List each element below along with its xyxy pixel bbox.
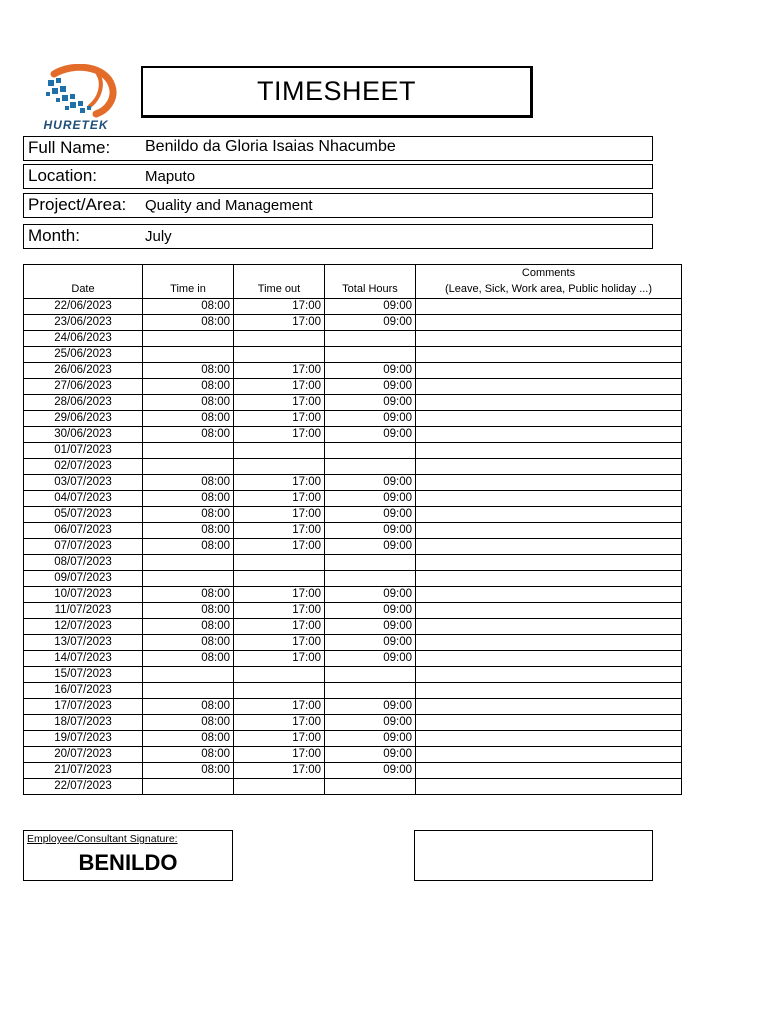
table-row	[24, 699, 682, 715]
time-out-cell: 17:00	[234, 619, 325, 635]
time-in-cell	[143, 331, 234, 347]
date-cell: 11/07/2023	[24, 603, 143, 619]
total-hours-cell: 09:00	[325, 379, 416, 395]
info-row-month	[23, 224, 653, 249]
table-row	[24, 507, 682, 523]
date-cell: 06/07/2023	[24, 523, 143, 539]
location-label: Location:	[28, 166, 97, 185]
comment-cell	[416, 299, 682, 315]
total-hours-cell: 09:00	[325, 475, 416, 491]
table-row	[24, 491, 682, 507]
time-out-cell: 17:00	[234, 299, 325, 315]
comment-cell	[416, 523, 682, 539]
time-out-cell: 17:00	[234, 747, 325, 763]
time-in-cell: 08:00	[143, 379, 234, 395]
header-date: Date	[24, 265, 143, 299]
comment-cell	[416, 491, 682, 507]
date-cell: 22/07/2023	[24, 779, 143, 795]
date-cell: 01/07/2023	[24, 443, 143, 459]
total-hours-cell: 09:00	[325, 747, 416, 763]
date-cell: 20/07/2023	[24, 747, 143, 763]
comment-cell	[416, 779, 682, 795]
time-in-cell: 08:00	[143, 619, 234, 635]
time-in-cell: 08:00	[143, 475, 234, 491]
total-hours-cell	[325, 571, 416, 587]
date-cell: 23/06/2023	[24, 315, 143, 331]
time-out-cell: 17:00	[234, 539, 325, 555]
table-row	[24, 779, 682, 795]
comment-cell	[416, 587, 682, 603]
total-hours-cell	[325, 683, 416, 699]
table-row	[24, 299, 682, 315]
time-in-cell: 08:00	[143, 395, 234, 411]
date-cell: 03/07/2023	[24, 475, 143, 491]
time-in-cell: 08:00	[143, 315, 234, 331]
date-cell: 21/07/2023	[24, 763, 143, 779]
time-out-cell: 17:00	[234, 587, 325, 603]
date-cell: 26/06/2023	[24, 363, 143, 379]
table-row	[24, 459, 682, 475]
table-row	[24, 619, 682, 635]
date-cell: 05/07/2023	[24, 507, 143, 523]
total-hours-cell: 09:00	[325, 587, 416, 603]
time-in-cell: 08:00	[143, 411, 234, 427]
date-cell: 22/06/2023	[24, 299, 143, 315]
comment-cell	[416, 315, 682, 331]
table-row	[24, 571, 682, 587]
comment-cell	[416, 571, 682, 587]
signature-box	[23, 830, 233, 881]
timesheet-title-box	[141, 66, 533, 118]
info-row-full-name	[23, 136, 653, 161]
total-hours-cell: 09:00	[325, 603, 416, 619]
time-out-cell: 17:00	[234, 763, 325, 779]
header-time-out: Time out	[234, 265, 325, 299]
date-cell: 02/07/2023	[24, 459, 143, 475]
time-in-cell: 08:00	[143, 603, 234, 619]
header-time-in: Time in	[143, 265, 234, 299]
time-out-cell: 17:00	[234, 523, 325, 539]
total-hours-cell: 09:00	[325, 715, 416, 731]
date-cell: 08/07/2023	[24, 555, 143, 571]
table-row	[24, 315, 682, 331]
time-in-cell: 08:00	[143, 651, 234, 667]
time-in-cell: 08:00	[143, 635, 234, 651]
table-row	[24, 747, 682, 763]
info-row-project-area	[23, 193, 653, 218]
comment-cell	[416, 555, 682, 571]
table-row	[24, 523, 682, 539]
total-hours-cell: 09:00	[325, 699, 416, 715]
time-in-cell: 08:00	[143, 763, 234, 779]
table-row	[24, 603, 682, 619]
comment-cell	[416, 651, 682, 667]
comment-cell	[416, 539, 682, 555]
table-row	[24, 379, 682, 395]
header-comments-subtitle: (Leave, Sick, Work area, Public holiday ...)	[444, 283, 653, 295]
total-hours-cell: 09:00	[325, 299, 416, 315]
table-row	[24, 635, 682, 651]
time-out-cell	[234, 683, 325, 699]
table-row	[24, 475, 682, 491]
time-out-cell: 17:00	[234, 475, 325, 491]
total-hours-cell: 09:00	[325, 539, 416, 555]
time-out-cell: 17:00	[234, 315, 325, 331]
total-hours-cell: 09:00	[325, 427, 416, 443]
total-hours-cell	[325, 459, 416, 475]
table-row	[24, 347, 682, 363]
date-cell: 28/06/2023	[24, 395, 143, 411]
signature-name: BENILDO	[78, 850, 178, 875]
time-out-cell: 17:00	[234, 427, 325, 443]
project-area-value: Quality and Management	[145, 197, 313, 214]
table-row	[24, 539, 682, 555]
header-total-hours: Total Hours	[325, 265, 416, 299]
total-hours-cell: 09:00	[325, 619, 416, 635]
total-hours-cell: 09:00	[325, 363, 416, 379]
comment-cell	[416, 459, 682, 475]
date-cell: 09/07/2023	[24, 571, 143, 587]
time-out-cell: 17:00	[234, 715, 325, 731]
logo-wordmark: HURETEK	[43, 118, 109, 132]
time-in-cell: 08:00	[143, 587, 234, 603]
date-cell: 19/07/2023	[24, 731, 143, 747]
total-hours-cell: 09:00	[325, 411, 416, 427]
total-hours-cell	[325, 667, 416, 683]
table-row	[24, 587, 682, 603]
comment-cell	[416, 635, 682, 651]
time-out-cell: 17:00	[234, 507, 325, 523]
date-cell: 13/07/2023	[24, 635, 143, 651]
time-in-cell: 08:00	[143, 363, 234, 379]
time-in-cell: 08:00	[143, 731, 234, 747]
date-cell: 30/06/2023	[24, 427, 143, 443]
date-cell: 29/06/2023	[24, 411, 143, 427]
table-row	[24, 683, 682, 699]
date-cell: 16/07/2023	[24, 683, 143, 699]
table-row	[24, 331, 682, 347]
date-cell: 10/07/2023	[24, 587, 143, 603]
full-name-label: Full Name:	[28, 138, 111, 157]
comment-cell	[416, 379, 682, 395]
table-row	[24, 395, 682, 411]
time-out-cell: 17:00	[234, 731, 325, 747]
comment-cell	[416, 763, 682, 779]
table-row	[24, 715, 682, 731]
header-comments	[416, 265, 682, 299]
time-in-cell: 08:00	[143, 523, 234, 539]
approval-box	[414, 830, 653, 881]
table-row	[24, 731, 682, 747]
comment-cell	[416, 699, 682, 715]
date-cell: 04/07/2023	[24, 491, 143, 507]
time-in-cell: 08:00	[143, 427, 234, 443]
comment-cell	[416, 715, 682, 731]
comment-cell	[416, 363, 682, 379]
comment-cell	[416, 411, 682, 427]
time-out-cell	[234, 571, 325, 587]
time-out-cell	[234, 347, 325, 363]
time-out-cell: 17:00	[234, 651, 325, 667]
total-hours-cell	[325, 443, 416, 459]
total-hours-cell: 09:00	[325, 651, 416, 667]
date-cell: 07/07/2023	[24, 539, 143, 555]
time-in-cell	[143, 555, 234, 571]
time-in-cell: 08:00	[143, 491, 234, 507]
total-hours-cell	[325, 555, 416, 571]
time-in-cell: 08:00	[143, 747, 234, 763]
table-row	[24, 667, 682, 683]
info-row-location	[23, 164, 653, 189]
table-row	[24, 427, 682, 443]
date-cell: 12/07/2023	[24, 619, 143, 635]
time-out-cell: 17:00	[234, 363, 325, 379]
table-header-row	[24, 265, 682, 299]
time-out-cell: 17:00	[234, 635, 325, 651]
date-cell: 18/07/2023	[24, 715, 143, 731]
time-out-cell	[234, 667, 325, 683]
date-cell: 14/07/2023	[24, 651, 143, 667]
date-cell: 15/07/2023	[24, 667, 143, 683]
timesheet-table-body	[24, 299, 682, 795]
time-in-cell: 08:00	[143, 507, 234, 523]
comment-cell	[416, 347, 682, 363]
time-out-cell: 17:00	[234, 603, 325, 619]
time-in-cell: 08:00	[143, 299, 234, 315]
month-label: Month:	[28, 226, 80, 245]
time-out-cell: 17:00	[234, 379, 325, 395]
time-out-cell	[234, 779, 325, 795]
time-out-cell: 17:00	[234, 411, 325, 427]
time-out-cell	[234, 555, 325, 571]
time-in-cell	[143, 459, 234, 475]
total-hours-cell	[325, 779, 416, 795]
total-hours-cell: 09:00	[325, 523, 416, 539]
comment-cell	[416, 667, 682, 683]
comment-cell	[416, 507, 682, 523]
timesheet-table	[23, 264, 682, 795]
comment-cell	[416, 427, 682, 443]
date-cell: 24/06/2023	[24, 331, 143, 347]
total-hours-cell	[325, 347, 416, 363]
page-title: TIMESHEET	[256, 76, 416, 106]
time-out-cell: 17:00	[234, 699, 325, 715]
date-cell: 27/06/2023	[24, 379, 143, 395]
company-logo	[34, 64, 118, 132]
comment-cell	[416, 747, 682, 763]
header-comments-title: Comments	[521, 267, 576, 279]
total-hours-cell: 09:00	[325, 507, 416, 523]
comment-cell	[416, 331, 682, 347]
table-row	[24, 363, 682, 379]
location-value: Maputo	[145, 168, 196, 185]
date-cell: 25/06/2023	[24, 347, 143, 363]
table-row	[24, 555, 682, 571]
signature-label: Employee/Consultant Signature:	[27, 833, 178, 845]
time-out-cell	[234, 331, 325, 347]
comment-cell	[416, 619, 682, 635]
date-cell: 17/07/2023	[24, 699, 143, 715]
total-hours-cell: 09:00	[325, 491, 416, 507]
table-row	[24, 411, 682, 427]
total-hours-cell: 09:00	[325, 731, 416, 747]
table-row	[24, 651, 682, 667]
full-name-value: Benildo da Gloria Isaias Nhacumbe	[145, 138, 396, 155]
month-value: July	[145, 228, 172, 245]
time-in-cell	[143, 347, 234, 363]
time-in-cell	[143, 683, 234, 699]
comment-cell	[416, 603, 682, 619]
total-hours-cell	[325, 331, 416, 347]
time-in-cell	[143, 667, 234, 683]
time-in-cell: 08:00	[143, 539, 234, 555]
time-out-cell: 17:00	[234, 491, 325, 507]
time-out-cell: 17:00	[234, 395, 325, 411]
time-out-cell	[234, 459, 325, 475]
total-hours-cell: 09:00	[325, 395, 416, 411]
logo-globe-icon	[34, 64, 118, 120]
table-row	[24, 763, 682, 779]
comment-cell	[416, 731, 682, 747]
time-in-cell	[143, 571, 234, 587]
total-hours-cell: 09:00	[325, 763, 416, 779]
project-area-label: Project/Area:	[28, 195, 127, 214]
time-out-cell	[234, 443, 325, 459]
time-in-cell: 08:00	[143, 699, 234, 715]
table-row	[24, 443, 682, 459]
comment-cell	[416, 683, 682, 699]
comment-cell	[416, 443, 682, 459]
total-hours-cell: 09:00	[325, 315, 416, 331]
comment-cell	[416, 395, 682, 411]
total-hours-cell: 09:00	[325, 635, 416, 651]
time-in-cell	[143, 443, 234, 459]
comment-cell	[416, 475, 682, 491]
time-in-cell: 08:00	[143, 715, 234, 731]
time-in-cell	[143, 779, 234, 795]
